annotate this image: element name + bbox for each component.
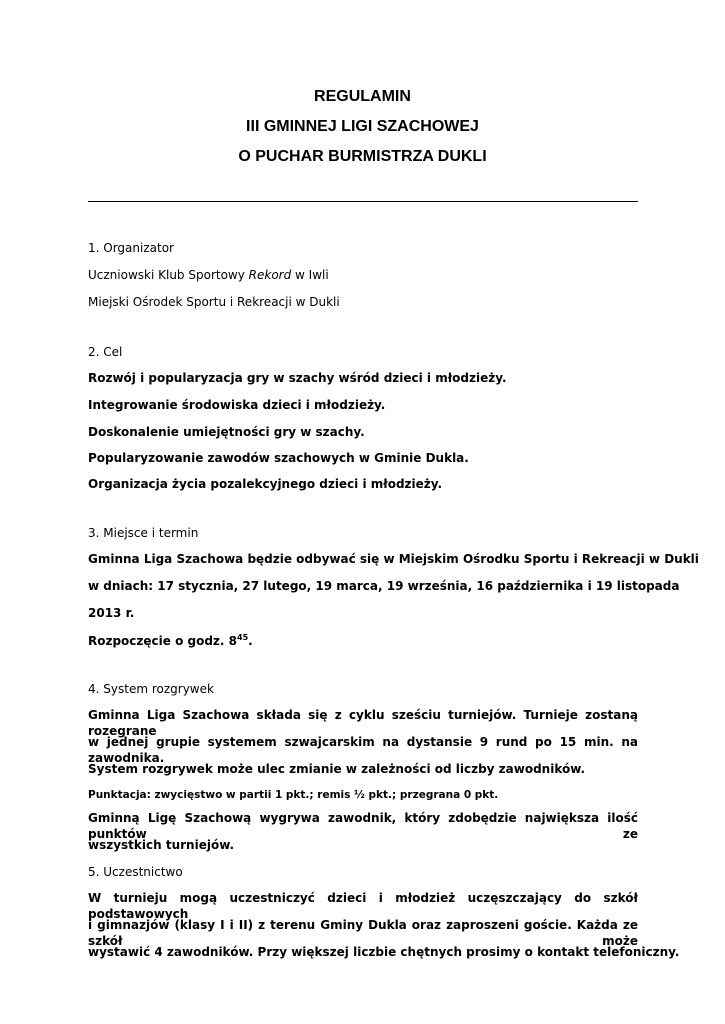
organizer-line-2: Miejski Ośrodek Sportu i Rekreacji w Dukli [88, 295, 340, 309]
section-1-heading: 1. Organizator [88, 241, 174, 255]
year-line: 2013 r. [88, 606, 135, 620]
goal-item: Rozwój i popularyzacja gry w szachy wśród dzieci i młodzieży. [88, 371, 507, 385]
system-paragraph-line: w jednej grupie systemem szwajcarskim na dystansie 9 rund po 15 min. na zawodnika. [88, 735, 638, 765]
winner-paragraph-line: wszystkich turniejów. [88, 838, 235, 852]
goal-item: Doskonalenie umiejętności gry w szachy. [88, 425, 365, 439]
section-5-heading: 5. Uczestnictwo [88, 865, 183, 879]
start-time-line [88, 633, 638, 649]
start-time-end: . [248, 634, 253, 648]
organizer-text-post: w Iwli [291, 268, 329, 282]
participation-line: i gimnazjów (klasy I i II) z terenu Gminy Dukla oraz zaproszeni goście. Każda ze szkół może [88, 918, 638, 948]
winner-paragraph-line: Gminną Ligę Szachową wygrywa zawodnik, który zdobędzie największa ilość punktów ze [88, 811, 638, 841]
goal-item: Organizacja życia pozalekcyjnego dzieci i młodzieży. [88, 477, 443, 491]
goal-item: Popularyzowanie zawodów szachowych w Gminie Dukla. [88, 451, 469, 465]
system-paragraph-line: System rozgrywek może ulec zmianie w zależności od liczby zawodników. [88, 762, 586, 776]
club-name: Rekord [248, 268, 292, 282]
organizer-line-1 [88, 267, 638, 283]
document-title-line-1: REGULAMIN [314, 88, 411, 105]
scoring-line: Punktacja: zwycięstwo w partii 1 pkt.; remis ½ pkt.; przegrana 0 pkt. [88, 789, 499, 801]
section-3-heading: 3. Miejsce i termin [88, 526, 199, 540]
system-paragraph-line: Gminna Liga Szachowa składa się z cyklu sześciu turniejów. Turnieje zostaną rozegrane [88, 708, 638, 738]
section-4-heading: 4. System rozgrywek [88, 682, 214, 696]
dates-line: w dniach: 17 stycznia, 27 lutego, 19 marca, 19 września, 16 października i 19 listopada [88, 579, 680, 593]
start-time-minutes: 45 [237, 633, 249, 642]
start-time-text: Rozpoczęcie o godz. 8 [88, 634, 237, 648]
horizontal-divider [88, 201, 638, 202]
venue-line: Gminna Liga Szachowa będzie odbywać się w Miejskim Ośrodku Sportu i Rekreacji w Dukli [88, 552, 699, 566]
participation-line: W turnieju mogą uczestniczyć dzieci i młodzież uczęszczający do szkół podstawowych [88, 891, 638, 921]
section-2-heading: 2. Cel [88, 345, 123, 359]
goal-item: Integrowanie środowiska dzieci i młodzieży. [88, 398, 386, 412]
organizer-text-pre: Uczniowski Klub Sportowy [88, 268, 249, 282]
document-title-line-3: O PUCHAR BURMISTRZA DUKLI [238, 148, 487, 165]
participation-line: wystawić 4 zawodników. Przy większej liczbie chętnych prosimy o kontakt telefoniczny. [88, 945, 680, 959]
document-title-line-2: III GMINNEJ LIGI SZACHOWEJ [246, 118, 479, 135]
